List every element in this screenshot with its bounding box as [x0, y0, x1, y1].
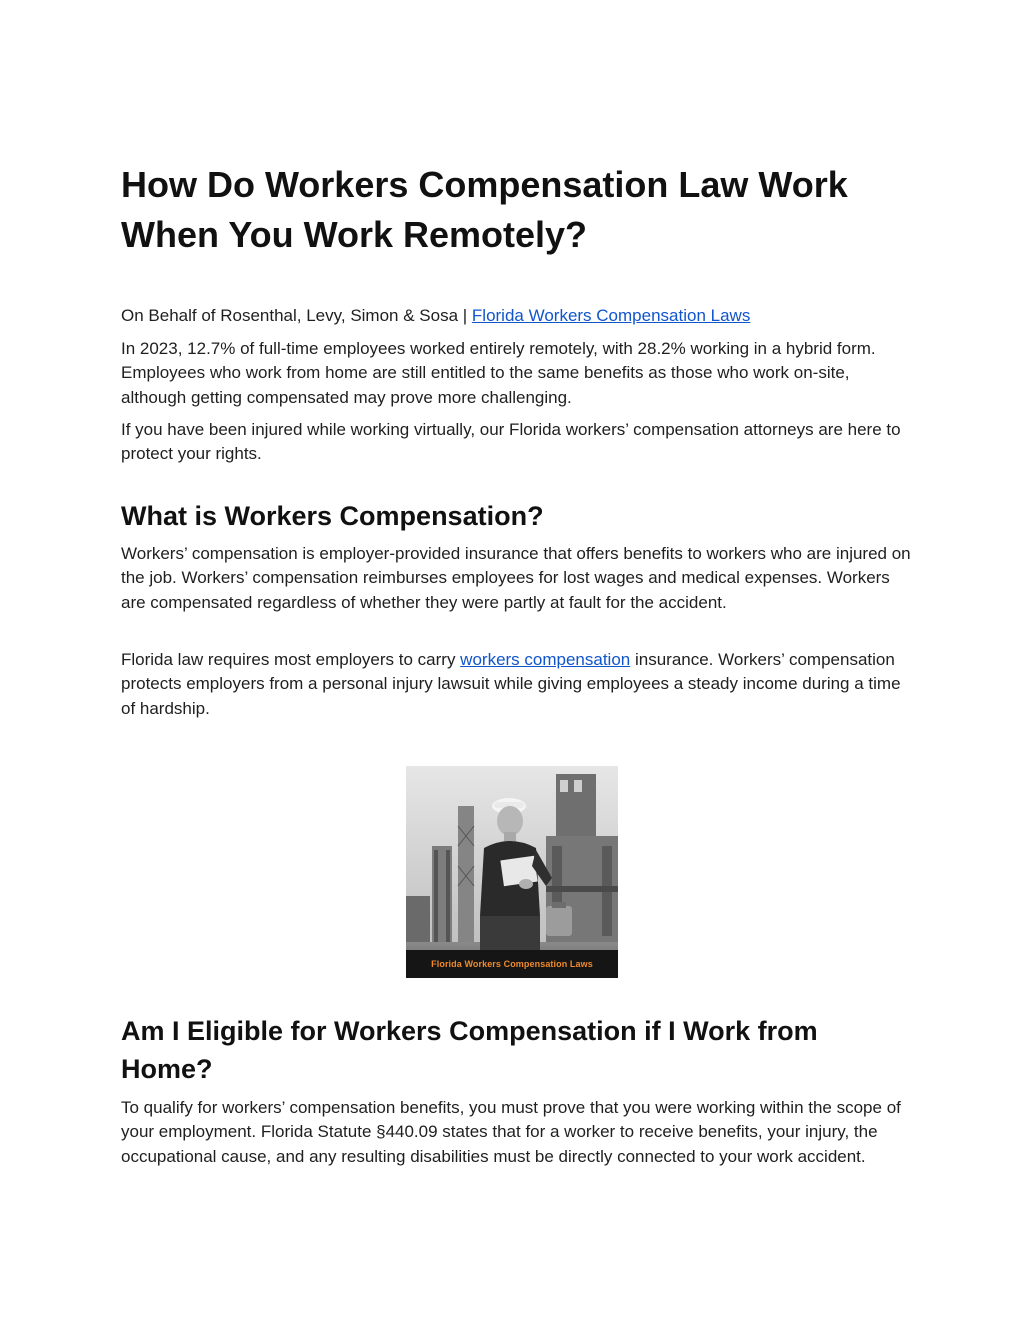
image-caption: Florida Workers Compensation Laws — [431, 959, 593, 969]
article-image — [406, 766, 618, 978]
eligible-paragraph-1: To qualify for workers’ compensation benefits, you must prove that you were working within the scope of your employment. Florida Statute §440.09 states that for a worker to receive benefits, your injury, the occupational cause, and any resulting disabilities must be directly connected to your work accident. — [121, 1098, 901, 1166]
byline-author: On Behalf of Rosenthal, Levy, Simon & Sosa | — [121, 306, 472, 325]
what-paragraph-2 — [121, 648, 911, 721]
image-caption-bar — [406, 950, 618, 978]
article-title: How Do Workers Compensation Law Work When You Work Remotely? — [121, 164, 848, 255]
byline — [121, 304, 911, 328]
workers-compensation-link[interactable]: workers compensation — [460, 650, 631, 669]
what-paragraph-2-start: Florida law requires most employers to carry — [121, 650, 461, 669]
section-heading-eligible: Am I Eligible for Workers Compensation if I Work from Home? — [121, 1016, 818, 1084]
section-heading-what: What is Workers Compensation? — [121, 501, 544, 531]
intro-paragraph: In 2023, 12.7% of full-time employees worked entirely remotely, with 28.2% working in a hybrid form. Employees who work from home are still entitled to the same benefits as those who work on-site, although getting compensated may prove more challenging. — [121, 339, 876, 407]
what-paragraph-2-end: insurance. Workers’ compensation protects employers from a personal injury lawsuit while giving employees a steady income during a time of hardship. — [121, 650, 901, 718]
what-paragraph-1: Workers’ compensation is employer-provided insurance that offers benefits to workers who are injured on the job. Workers’ compensation reimburses employees for lost wages and medical expenses. Workers are compensated regardless of whether they were partly at fault for the accident. — [121, 544, 911, 612]
category-link[interactable]: Florida Workers Compensation Laws — [471, 306, 751, 325]
intro-paragraph-2: If you have been injured while working virtually, our Florida workers’ compensation attorneys are here to protect your rights. — [121, 420, 901, 464]
construction-worker-illustration — [406, 766, 618, 978]
